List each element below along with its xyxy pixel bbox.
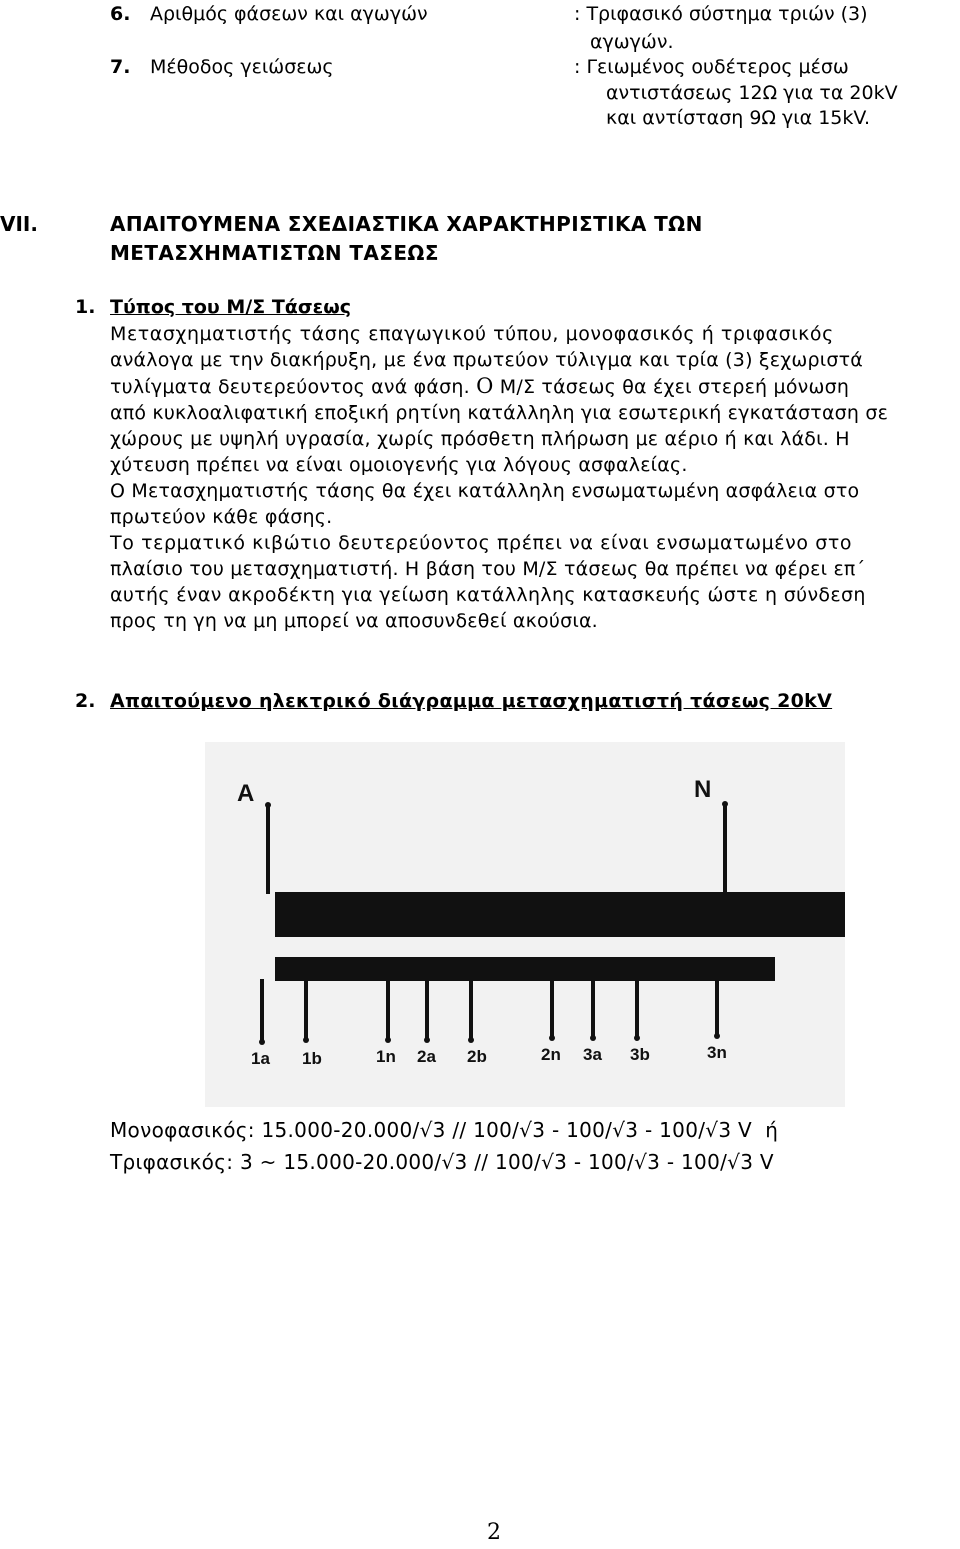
body-line: προς τη γη να μη μπορεί να αποσυνδεθεί ακούσια. (110, 610, 598, 632)
subsection-1-number: 1. (75, 296, 96, 318)
sqrt-symbol: √ (612, 1118, 626, 1142)
terminal-label-3a: 3a (583, 1045, 602, 1064)
item-7-value-line-3: και αντίσταση 9Ω για 15kV. (606, 107, 870, 129)
sqrt-symbol: √ (441, 1150, 455, 1174)
body-line-part: τυλίγματα δευτερεύοντος ανά φάση. (110, 376, 470, 398)
sqrt-symbol: √ (419, 1118, 433, 1142)
sqrt-root: 3 (432, 1118, 446, 1142)
terminal-dot-3n (714, 1033, 720, 1039)
terminal-label-1b: 1b (302, 1049, 322, 1068)
body-serif-letter: Ο (476, 374, 494, 398)
terminal-dot-1a (259, 1039, 265, 1045)
single-phase-label: Μονοφασικός: 15.000-20.000/ (110, 1118, 420, 1142)
sqrt-root: 3 (647, 1150, 661, 1174)
secondary-winding-3 (605, 957, 775, 981)
page-number: 2 (487, 1520, 501, 1545)
body-line: Μετασχηματιστής τάσης επαγωγικού τύπου, μονοφασικός ή τριφασικός (110, 323, 834, 345)
three-phase-voltage (110, 1150, 774, 1174)
item-6-label: Αριθμός φάσεων και αγωγών (150, 3, 428, 25)
separator: - 100/ (660, 1150, 728, 1174)
terminal-dot-3a (590, 1035, 596, 1041)
transformer-wiring-diagram (205, 742, 845, 1107)
primary-winding-bar (275, 892, 845, 937)
terminal-dot-a (265, 802, 271, 808)
single-phase-suffix: ή (751, 1118, 779, 1142)
terminal-label-1n: 1n (376, 1047, 396, 1066)
sqrt-symbol: √ (727, 1150, 741, 1174)
item-6-value-line-2: αγωγών. (590, 31, 674, 53)
item-6-number: 6. (110, 3, 131, 25)
body-line-part: Μ/Σ τάσεως θα έχει στερεή μόνωση (493, 376, 850, 398)
separator: // 100/ (445, 1118, 520, 1142)
section-title-line-1: ΑΠΑΙΤΟΥΜΕΝΑ ΣΧΕΔΙΑΣΤΙΚΑ ΧΑΡΑΚΤΗΡΙΣΤΙΚΑ ΤΩΝ (110, 212, 703, 236)
secondary-winding-1 (275, 957, 445, 981)
body-line: πρωτεύον κάθε φάσης. (110, 506, 333, 528)
sqrt-root: 3 (454, 1150, 468, 1174)
terminal-dot-2b (468, 1037, 474, 1043)
subsection-1-heading: Τύπος του Μ/Σ Τάσεως (110, 296, 351, 318)
body-line: Το τερματικό κιβώτιο δευτερεύοντος πρέπει να είναι ενσωματωμένο στο (110, 532, 853, 554)
three-phase-label: Τριφασικός: 3 ~ 15.000-20.000/ (110, 1150, 442, 1174)
item-7-value-line-1: : Γειωμένος ουδέτερος μέσω (574, 56, 849, 78)
body-line: Ο Μετασχηματιστής τάσης θα έχει κατάλληλη ενσωματωμένη ασφάλεια στο (110, 480, 860, 502)
subsection-2-number: 2. (75, 690, 96, 712)
terminal-dot-1b (303, 1037, 309, 1043)
sqrt-root: 3 (740, 1150, 754, 1174)
terminal-label-a: A (237, 780, 255, 807)
body-line: ανάλογα με την διακήρυξη, με ένα πρωτεύον τύλιγμα και τρία (3) ξεχωριστά (110, 349, 863, 371)
separator: - 100/ (567, 1150, 635, 1174)
terminal-dot-2a (424, 1037, 430, 1043)
body-line: από κυκλοαλιφατική εποξική ρητίνη κατάλληλη για εσωτερική εγκατάσταση σε (110, 402, 889, 424)
sqrt-root: 3 (718, 1118, 732, 1142)
terminal-label-3n: 3n (707, 1043, 727, 1062)
section-roman-number: VII. (0, 212, 38, 236)
terminal-dot-n (722, 801, 728, 807)
item-6-value-line-1: : Τριφασικό σύστημα τριών (3) (574, 3, 868, 25)
terminal-dot-1n (385, 1037, 391, 1043)
sqrt-root: 3 (532, 1118, 546, 1142)
body-line: πλαίσιο του μετασχηματιστή. Η βάση του Μ/Σ τάσεως θα πρέπει να φέρει επ΄ (110, 558, 866, 580)
unit: V (753, 1150, 774, 1174)
sqrt-root: 3 (625, 1118, 639, 1142)
secondary-winding-2 (441, 957, 611, 981)
terminal-label-n: N (694, 776, 712, 803)
separator: - 100/ (638, 1118, 706, 1142)
sqrt-symbol: √ (705, 1118, 719, 1142)
terminal-label-2n: 2n (541, 1045, 561, 1064)
sqrt-symbol: √ (519, 1118, 533, 1142)
body-line-mixed (110, 373, 960, 400)
body-line: αυτής έναν ακροδέκτη για γείωση κατάλληλης κατασκευής ώστε η σύνδεση (110, 584, 866, 606)
body-line: χύτευση πρέπει να είναι ομοιογενής για λόγους ασφαλείας. (110, 454, 688, 476)
subsection-2-heading: Απαιτούμενο ηλεκτρικό διάγραμμα μετασχηματιστή τάσεως 20kV (110, 690, 833, 712)
terminal-label-3b: 3b (630, 1045, 650, 1064)
body-line: χώρους με υψηλή υγρασία, χωρίς πρόσθετη πλήρωση με αέριο ή και λάδι. Η (110, 428, 850, 450)
terminal-label-2a: 2a (417, 1047, 436, 1066)
terminal-label-1a: 1a (251, 1049, 270, 1068)
terminal-dot-3b (634, 1035, 640, 1041)
sqrt-symbol: √ (541, 1150, 555, 1174)
unit: V (731, 1118, 752, 1142)
single-phase-voltage (110, 1118, 778, 1142)
item-7-label: Μέθοδος γειώσεως (150, 56, 334, 78)
section-title-line-2: ΜΕΤΑΣΧΗΜΑΤΙΣΤΩΝ ΤΑΣΕΩΣ (110, 241, 439, 265)
sqrt-root: 3 (554, 1150, 568, 1174)
item-7-value-line-2: αντιστάσεως 12Ω για τα 20kV (606, 82, 898, 104)
sqrt-symbol: √ (634, 1150, 648, 1174)
separator: - 100/ (545, 1118, 613, 1142)
separator: // 100/ (467, 1150, 542, 1174)
terminal-dot-2n (549, 1035, 555, 1041)
terminal-label-2b: 2b (467, 1047, 487, 1066)
item-7-number: 7. (110, 56, 131, 78)
subsection-1-body (110, 321, 960, 634)
